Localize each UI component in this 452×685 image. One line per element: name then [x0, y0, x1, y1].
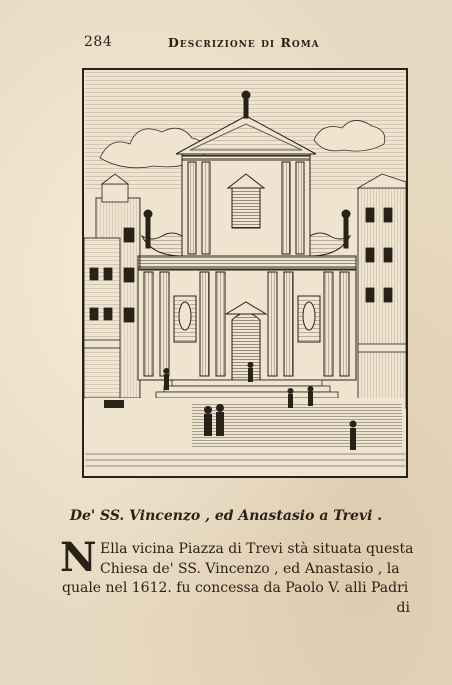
engraving-plate — [82, 68, 408, 478]
running-head: Descrizione di Roma — [168, 35, 320, 50]
text-line: Chiesa de' SS. Vincenzo , ed Anastasio , la — [100, 560, 400, 577]
body-text — [60, 534, 416, 618]
plate-caption: De' SS. Vincenzo , ed Anastasio a Trevi . — [69, 508, 383, 524]
page-header — [0, 34, 452, 54]
text-line: quale nel 1612. fu concessa da Paolo V. alli Padri — [62, 580, 409, 596]
text-line: Ella vicina Piazza di Trevi stà situata questa — [100, 541, 414, 557]
page-number: 284 — [84, 34, 113, 50]
right-buildings — [358, 174, 406, 408]
drop-cap: N — [60, 534, 97, 581]
text-line: di — [396, 599, 410, 616]
